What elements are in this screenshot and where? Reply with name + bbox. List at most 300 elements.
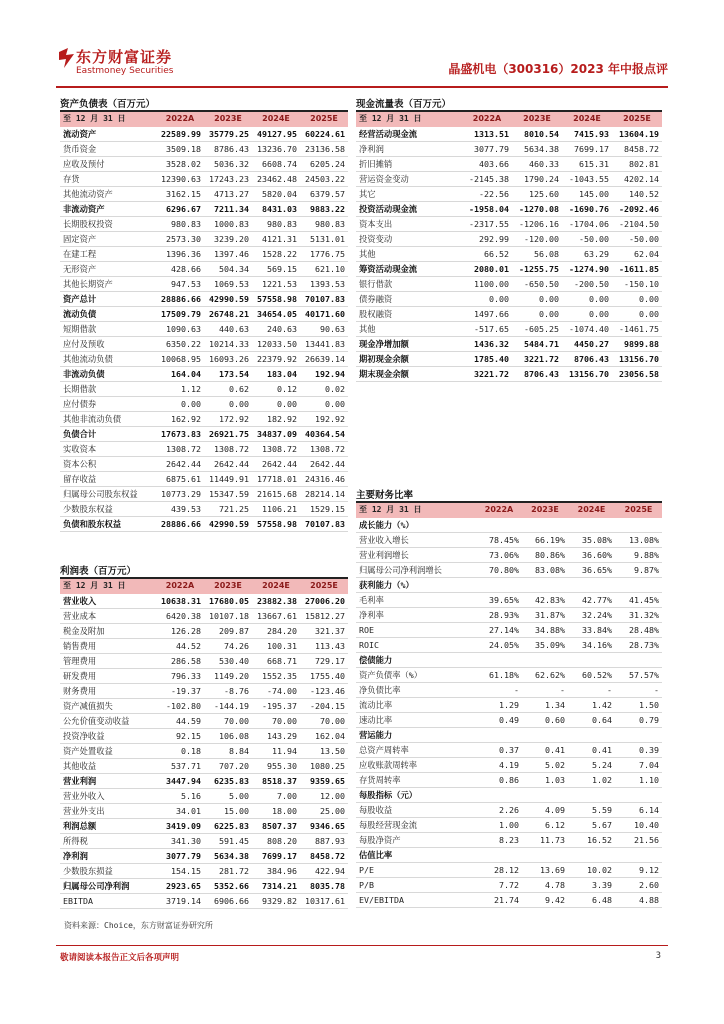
- value-cell: 7699.17: [252, 849, 300, 864]
- value-cell: 3162.15: [156, 187, 204, 202]
- value-cell: 3239.20: [204, 232, 252, 247]
- value-cell: 23462.48: [252, 172, 300, 187]
- row-label: 负债和股东权益: [60, 517, 156, 532]
- value-cell: 26921.75: [204, 427, 252, 442]
- income-statement-table: [60, 579, 348, 909]
- value-cell: 13.50: [300, 744, 348, 759]
- value-cell: 13236.70: [252, 142, 300, 157]
- value-cell: 31.32%: [615, 608, 662, 623]
- value-cell: [615, 518, 662, 533]
- value-cell: 56.08: [512, 247, 562, 262]
- value-cell: 5.16: [156, 789, 204, 804]
- table-row: [60, 472, 348, 487]
- value-cell: [615, 728, 662, 743]
- table-row: [356, 683, 662, 698]
- header-year-cell: 2025E: [615, 503, 662, 518]
- table-row: [60, 669, 348, 684]
- value-cell: 9.87%: [615, 563, 662, 578]
- row-label: 实收资本: [60, 442, 156, 457]
- row-label: 营业外支出: [60, 804, 156, 819]
- value-cell: 729.17: [300, 654, 348, 669]
- value-cell: 0.00: [300, 397, 348, 412]
- financial-ratios-table: [356, 503, 662, 908]
- table-row: [60, 594, 348, 609]
- value-cell: [568, 653, 615, 668]
- value-cell: 1313.51: [462, 127, 512, 142]
- table-row: [60, 609, 348, 624]
- row-label: 资产减值损失: [60, 699, 156, 714]
- table-row: [60, 412, 348, 427]
- table-row: [60, 232, 348, 247]
- logo-text-cn: 东方财富证券: [76, 48, 173, 66]
- table-row: [60, 172, 348, 187]
- value-cell: 28886.66: [156, 292, 204, 307]
- footer-disclaimer: 敬请阅读本报告正文后各项声明: [60, 953, 180, 963]
- value-cell: 0.64: [568, 713, 615, 728]
- table-row: [60, 442, 348, 457]
- header-year-cell: 2022A: [462, 112, 512, 127]
- value-cell: 66.52: [462, 247, 512, 262]
- table-row: [60, 804, 348, 819]
- value-cell: [522, 848, 568, 863]
- value-cell: 34.88%: [522, 623, 568, 638]
- value-cell: 1497.66: [462, 307, 512, 322]
- table-row: [60, 729, 348, 744]
- value-cell: 5484.71: [512, 337, 562, 352]
- value-cell: -195.37: [252, 699, 300, 714]
- header-year-cell: 2023E: [204, 579, 252, 594]
- row-label: 其他: [356, 322, 462, 337]
- value-cell: 1528.22: [252, 247, 300, 262]
- table-row: [356, 202, 662, 217]
- value-cell: 10214.33: [204, 337, 252, 352]
- row-label: 营业利润: [60, 774, 156, 789]
- value-cell: 569.15: [252, 262, 300, 277]
- table-row: [60, 457, 348, 472]
- value-cell: 6.48: [568, 893, 615, 908]
- value-cell: -2104.50: [612, 217, 662, 232]
- row-label: 营运资金变动: [356, 172, 462, 187]
- table-row: [356, 638, 662, 653]
- table-row: [60, 517, 348, 532]
- value-cell: 13156.70: [562, 367, 612, 382]
- value-cell: 3509.18: [156, 142, 204, 157]
- header-year-cell: 2024E: [568, 503, 615, 518]
- value-cell: 9346.65: [300, 819, 348, 834]
- value-cell: 621.10: [300, 262, 348, 277]
- value-cell: 8035.78: [300, 879, 348, 894]
- value-cell: -1704.06: [562, 217, 612, 232]
- value-cell: 668.71: [252, 654, 300, 669]
- value-cell: [522, 788, 568, 803]
- row-label: 资本支出: [356, 217, 462, 232]
- header-year-cell: 2023E: [512, 112, 562, 127]
- value-cell: 0.41: [522, 743, 568, 758]
- data-source-note: 资料来源：Choice，东方财富证券研究所: [64, 921, 213, 930]
- value-cell: 28.93%: [476, 608, 522, 623]
- row-label: EBITDA: [60, 894, 156, 909]
- header-year-cell: 2022A: [476, 503, 522, 518]
- value-cell: 8706.43: [512, 367, 562, 382]
- table-row: [356, 788, 662, 803]
- value-cell: 126.28: [156, 624, 204, 639]
- value-cell: [522, 518, 568, 533]
- value-cell: 34654.05: [252, 307, 300, 322]
- table-row: [356, 893, 662, 908]
- cash-flow-table: [356, 112, 662, 382]
- value-cell: 36.60%: [568, 548, 615, 563]
- value-cell: 70.80%: [476, 563, 522, 578]
- value-cell: 6906.66: [204, 894, 252, 909]
- value-cell: 384.96: [252, 864, 300, 879]
- value-cell: 16093.26: [204, 352, 252, 367]
- value-cell: -1274.90: [562, 262, 612, 277]
- value-cell: -1690.76: [562, 202, 612, 217]
- row-label: 销售费用: [60, 639, 156, 654]
- value-cell: 60224.61: [300, 127, 348, 142]
- row-label: 资产总计: [60, 292, 156, 307]
- header-row: [356, 503, 662, 518]
- value-cell: 10068.95: [156, 352, 204, 367]
- value-cell: 4.78: [522, 878, 568, 893]
- table-row: [356, 713, 662, 728]
- row-label: 每股收益: [356, 803, 476, 818]
- value-cell: 7699.17: [562, 142, 612, 157]
- value-cell: 2642.44: [204, 457, 252, 472]
- value-cell: 4.09: [522, 803, 568, 818]
- income-statement-title: 利润表（百万元）: [60, 566, 137, 577]
- value-cell: 162.04: [300, 729, 348, 744]
- row-label: 应收及预付: [60, 157, 156, 172]
- value-cell: 35.08%: [568, 533, 615, 548]
- value-cell: 80.86%: [522, 548, 568, 563]
- table-row: [356, 533, 662, 548]
- value-cell: 0.00: [512, 292, 562, 307]
- value-cell: -605.25: [512, 322, 562, 337]
- value-cell: 23882.38: [252, 594, 300, 609]
- row-label: 其他收益: [60, 759, 156, 774]
- row-label: 股权融资: [356, 307, 462, 322]
- row-label: 其它: [356, 187, 462, 202]
- value-cell: -: [522, 683, 568, 698]
- value-cell: [476, 578, 522, 593]
- cash-flow-title: 现金流量表（百万元）: [356, 99, 452, 110]
- value-cell: 1.10: [615, 773, 662, 788]
- value-cell: 57558.98: [252, 292, 300, 307]
- table-row: [356, 863, 662, 878]
- value-cell: 0.79: [615, 713, 662, 728]
- value-cell: 192.92: [300, 412, 348, 427]
- value-cell: [476, 848, 522, 863]
- table-row: [356, 518, 662, 533]
- header-year-cell: 2024E: [252, 579, 300, 594]
- table-row: [60, 202, 348, 217]
- value-cell: 530.40: [204, 654, 252, 669]
- value-cell: 17718.01: [252, 472, 300, 487]
- row-label: 利润总额: [60, 819, 156, 834]
- value-cell: 1.12: [156, 382, 204, 397]
- value-cell: 24316.46: [300, 472, 348, 487]
- value-cell: 11449.91: [204, 472, 252, 487]
- row-label: 管理费用: [60, 654, 156, 669]
- value-cell: 0.12: [252, 382, 300, 397]
- value-cell: 2642.44: [156, 457, 204, 472]
- row-label: 少数股东权益: [60, 502, 156, 517]
- row-label: 少数股东损益: [60, 864, 156, 879]
- table-row: [60, 217, 348, 232]
- value-cell: -1270.08: [512, 202, 562, 217]
- table-row: [60, 487, 348, 502]
- value-cell: 21615.68: [252, 487, 300, 502]
- value-cell: 113.43: [300, 639, 348, 654]
- value-cell: 1221.53: [252, 277, 300, 292]
- value-cell: 1755.40: [300, 669, 348, 684]
- value-cell: 12390.63: [156, 172, 204, 187]
- value-cell: [615, 578, 662, 593]
- value-cell: 1.50: [615, 698, 662, 713]
- value-cell: 173.54: [204, 367, 252, 382]
- row-label: 负债合计: [60, 427, 156, 442]
- value-cell: -1206.16: [512, 217, 562, 232]
- row-label: 债券融资: [356, 292, 462, 307]
- table-row: [356, 563, 662, 578]
- table-row: [356, 127, 662, 142]
- row-label: 流动比率: [356, 698, 476, 713]
- row-label: 投资净收益: [60, 729, 156, 744]
- value-cell: 17680.05: [204, 594, 252, 609]
- value-cell: 49127.95: [252, 127, 300, 142]
- value-cell: 504.34: [204, 262, 252, 277]
- value-cell: 28886.66: [156, 517, 204, 532]
- value-cell: 6.12: [522, 818, 568, 833]
- value-cell: 33.84%: [568, 623, 615, 638]
- value-cell: 4121.31: [252, 232, 300, 247]
- value-cell: 721.25: [204, 502, 252, 517]
- value-cell: -1255.75: [512, 262, 562, 277]
- value-cell: 8458.72: [300, 849, 348, 864]
- value-cell: 27.14%: [476, 623, 522, 638]
- value-cell: 9.88%: [615, 548, 662, 563]
- value-cell: 0.60: [522, 713, 568, 728]
- value-cell: 22589.99: [156, 127, 204, 142]
- row-label: 其他: [356, 247, 462, 262]
- table-row: [60, 277, 348, 292]
- value-cell: 2573.30: [156, 232, 204, 247]
- value-cell: -650.50: [512, 277, 562, 292]
- value-cell: 2923.65: [156, 879, 204, 894]
- row-label: 毛利率: [356, 593, 476, 608]
- table-row: [356, 608, 662, 623]
- row-label: 研发费用: [60, 669, 156, 684]
- value-cell: 1080.25: [300, 759, 348, 774]
- value-cell: 27006.20: [300, 594, 348, 609]
- value-cell: 1396.36: [156, 247, 204, 262]
- header-label-cell: 至 12 月 31 日: [60, 112, 156, 127]
- table-row: [60, 382, 348, 397]
- row-label: 其他非流动负债: [60, 412, 156, 427]
- value-cell: 1.03: [522, 773, 568, 788]
- row-label: 应收账款周转率: [356, 758, 476, 773]
- page-number: 3: [655, 951, 661, 961]
- logo-text-en: Eastmoney Securities: [76, 66, 174, 76]
- value-cell: 808.20: [252, 834, 300, 849]
- table-row: [356, 878, 662, 893]
- value-cell: -120.00: [512, 232, 562, 247]
- table-row: [356, 367, 662, 382]
- value-cell: 955.30: [252, 759, 300, 774]
- table-row: [356, 142, 662, 157]
- value-cell: 100.31: [252, 639, 300, 654]
- value-cell: 1308.72: [300, 442, 348, 457]
- value-cell: 13667.61: [252, 609, 300, 624]
- value-cell: 17509.79: [156, 307, 204, 322]
- value-cell: 1.42: [568, 698, 615, 713]
- value-cell: 3447.94: [156, 774, 204, 789]
- value-cell: 6420.38: [156, 609, 204, 624]
- value-cell: 8518.37: [252, 774, 300, 789]
- value-cell: 4.19: [476, 758, 522, 773]
- value-cell: 42990.59: [204, 292, 252, 307]
- value-cell: 1308.72: [252, 442, 300, 457]
- row-label: 折旧摊销: [356, 157, 462, 172]
- row-label: 货币资金: [60, 142, 156, 157]
- row-label: 现金净增加额: [356, 337, 462, 352]
- row-label: P/E: [356, 863, 476, 878]
- value-cell: 9.42: [522, 893, 568, 908]
- table-row: [60, 819, 348, 834]
- value-cell: 707.20: [204, 759, 252, 774]
- value-cell: 6379.57: [300, 187, 348, 202]
- row-label: 银行借款: [356, 277, 462, 292]
- value-cell: [476, 518, 522, 533]
- value-cell: 5634.38: [512, 142, 562, 157]
- value-cell: 0.00: [612, 307, 662, 322]
- value-cell: [568, 728, 615, 743]
- table-row: [60, 367, 348, 382]
- row-label: 税金及附加: [60, 624, 156, 639]
- row-label: P/B: [356, 878, 476, 893]
- value-cell: 8010.54: [512, 127, 562, 142]
- value-cell: 980.83: [300, 217, 348, 232]
- value-cell: 13156.70: [612, 352, 662, 367]
- table-row: [60, 397, 348, 412]
- value-cell: 57558.98: [252, 517, 300, 532]
- value-cell: 13.08%: [615, 533, 662, 548]
- value-cell: [522, 578, 568, 593]
- value-cell: 183.04: [252, 367, 300, 382]
- row-label: 非流动资产: [60, 202, 156, 217]
- value-cell: 13604.19: [612, 127, 662, 142]
- value-cell: 90.63: [300, 322, 348, 337]
- value-cell: 7211.34: [204, 202, 252, 217]
- value-cell: 0.00: [204, 397, 252, 412]
- value-cell: -144.19: [204, 699, 252, 714]
- value-cell: 8.84: [204, 744, 252, 759]
- value-cell: 1436.32: [462, 337, 512, 352]
- value-cell: 44.52: [156, 639, 204, 654]
- value-cell: 7314.21: [252, 879, 300, 894]
- value-cell: 8786.43: [204, 142, 252, 157]
- header-row: [60, 579, 348, 594]
- table-row: [60, 322, 348, 337]
- value-cell: 428.66: [156, 262, 204, 277]
- row-label: 偿债能力: [356, 653, 476, 668]
- value-cell: -1043.55: [562, 172, 612, 187]
- value-cell: 0.41: [568, 743, 615, 758]
- report-header: [56, 46, 668, 84]
- value-cell: -74.00: [252, 684, 300, 699]
- row-label: ROIC: [356, 638, 476, 653]
- value-cell: 57.57%: [615, 668, 662, 683]
- value-cell: 2642.44: [252, 457, 300, 472]
- value-cell: 28.12: [476, 863, 522, 878]
- value-cell: 3077.79: [156, 849, 204, 864]
- value-cell: 8458.72: [612, 142, 662, 157]
- value-cell: -102.80: [156, 699, 204, 714]
- table-row: [356, 758, 662, 773]
- value-cell: 5.00: [204, 789, 252, 804]
- value-cell: 796.33: [156, 669, 204, 684]
- value-cell: 40171.60: [300, 307, 348, 322]
- table-row: [60, 307, 348, 322]
- value-cell: 5.59: [568, 803, 615, 818]
- table-row: [60, 789, 348, 804]
- row-label: 营业收入: [60, 594, 156, 609]
- value-cell: 15.00: [204, 804, 252, 819]
- value-cell: 2080.01: [462, 262, 512, 277]
- value-cell: 42990.59: [204, 517, 252, 532]
- row-label: 估值比率: [356, 848, 476, 863]
- value-cell: 0.62: [204, 382, 252, 397]
- value-cell: 3.39: [568, 878, 615, 893]
- value-cell: 83.08%: [522, 563, 568, 578]
- value-cell: 11.94: [252, 744, 300, 759]
- row-label: 存货周转率: [356, 773, 476, 788]
- value-cell: 1069.53: [204, 277, 252, 292]
- row-label: 净利润: [60, 849, 156, 864]
- value-cell: 5352.66: [204, 879, 252, 894]
- row-label: 无形资产: [60, 262, 156, 277]
- table-row: [60, 502, 348, 517]
- row-label: 营业收入增长: [356, 533, 476, 548]
- table-row: [356, 578, 662, 593]
- value-cell: 802.81: [612, 157, 662, 172]
- row-label: 归属母公司净利润增长: [356, 563, 476, 578]
- value-cell: [476, 788, 522, 803]
- row-label: 应付债券: [60, 397, 156, 412]
- value-cell: [476, 728, 522, 743]
- table-row: [356, 803, 662, 818]
- value-cell: 39.65%: [476, 593, 522, 608]
- value-cell: 0.00: [252, 397, 300, 412]
- value-cell: 61.18%: [476, 668, 522, 683]
- value-cell: 2.26: [476, 803, 522, 818]
- row-label: 每股净资产: [356, 833, 476, 848]
- value-cell: 5.24: [568, 758, 615, 773]
- table-row: [356, 307, 662, 322]
- table-row: [60, 337, 348, 352]
- table-row: [356, 848, 662, 863]
- table-row: [356, 593, 662, 608]
- value-cell: 11.73: [522, 833, 568, 848]
- value-cell: -: [568, 683, 615, 698]
- value-cell: 66.19%: [522, 533, 568, 548]
- value-cell: 6205.24: [300, 157, 348, 172]
- value-cell: 34837.09: [252, 427, 300, 442]
- value-cell: 980.83: [156, 217, 204, 232]
- value-cell: 6.14: [615, 803, 662, 818]
- value-cell: 6235.83: [204, 774, 252, 789]
